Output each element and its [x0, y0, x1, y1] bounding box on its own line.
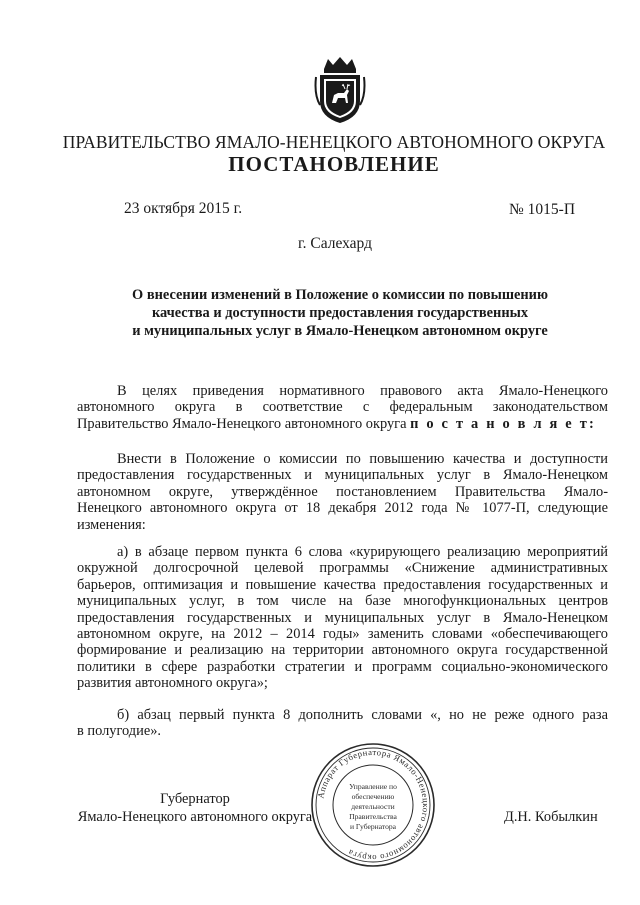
- coat-of-arms-icon: [314, 55, 366, 125]
- text-line: в полугодие».: [77, 723, 162, 740]
- document-subject: [100, 286, 580, 340]
- text-line: изменения:: [77, 516, 146, 533]
- signature-region: Ямало-Ненецкого автономного округа: [77, 809, 313, 825]
- signature-title: Губернатор: [160, 791, 230, 807]
- text-line: формирование и реализацию на территории автономного округа государственной: [77, 642, 608, 659]
- subject-line: О внесении изменений в Положение о комиссии по повышению: [132, 287, 548, 303]
- text-line: [77, 416, 596, 432]
- text-line: Ненецкого автономного округа от 18 декабря 2012 года № 1077-П, следующие: [77, 500, 608, 517]
- item-b-paragraph: [77, 707, 608, 740]
- text-line: В целях приведения нормативного правового акта Ямало-Ненецкого: [117, 383, 608, 399]
- text-line: предоставления государственных и муниципальных услуг в Ямало-Ненецком: [77, 467, 608, 484]
- text-line: Внести в Положение о комиссии по повышению качества и доступности: [117, 451, 608, 467]
- signatory-name: Д.Н. Кобылкин: [504, 809, 598, 825]
- document-number: № 1015-П: [509, 201, 576, 218]
- item-a-paragraph: [77, 544, 608, 692]
- text-line: окружной долгосрочной целевой программы «Снижение административных: [77, 560, 608, 577]
- main-paragraph: [77, 451, 608, 533]
- text-line: автономного округа в соответствие с федеральным законодательством: [77, 399, 608, 416]
- text-line: автономном округе, на 2012 – 2014 годы» заменить словами «обеспечивающего: [77, 626, 608, 643]
- government-title: ПРАВИТЕЛЬСТВО ЯМАЛО-НЕНЕЦКОГО АВТОНОМНОГО ОКРУГА: [62, 132, 606, 152]
- stamp-center-line: и Губернатора: [349, 822, 397, 831]
- subject-line: качества и доступности предоставления государственных: [151, 305, 529, 321]
- text-line: а) в абзаце первом пункта 6 слова «курирующего реализацию мероприятий: [117, 544, 608, 560]
- document-type: ПОСТАНОВЛЕНИЕ: [228, 152, 440, 176]
- subject-line: и муниципальных услуг в Ямало-Ненецком автономном округе: [132, 323, 548, 339]
- stamp-center-line: Управление по: [349, 782, 397, 791]
- stamp-ring-text: Аппарат Губернатора Ямало-Ненецкого автономного округа: [315, 746, 432, 864]
- stamp-center-line: обеспечению: [351, 792, 395, 801]
- text-line: автономном округе, утверждённое постановлением Правительства Ямало-: [77, 483, 608, 500]
- document-date: 23 октября 2015 г.: [124, 200, 243, 217]
- document-city: г. Салехард: [298, 235, 372, 252]
- text-fragment: Правительство Ямало-Ненецкого автономного округа: [77, 415, 407, 432]
- stamp-center-line: Правительства: [349, 812, 397, 821]
- text-line: б) абзац первый пункта 8 дополнить словами «, но не реже одного раза: [117, 707, 608, 723]
- text-line: политики в сфере разработки стратегии и программ социально-экономического: [77, 658, 608, 675]
- preamble-paragraph: [77, 383, 608, 432]
- stamp-center-line: деятельности: [351, 802, 395, 811]
- resolves-word: п о с т а н о в л я е т:: [410, 415, 596, 432]
- text-line: развития автономного округа»;: [77, 675, 268, 692]
- signature-position: [60, 790, 330, 826]
- text-line: барьеров, оптимизация и повышение качества предоставления государственных и: [77, 576, 608, 593]
- text-line: муниципальных услуг, в том числе на базе многофункциональных центров: [77, 593, 608, 610]
- text-line: предоставления государственных и муниципальных услуг в Ямало-Ненецком: [77, 609, 608, 626]
